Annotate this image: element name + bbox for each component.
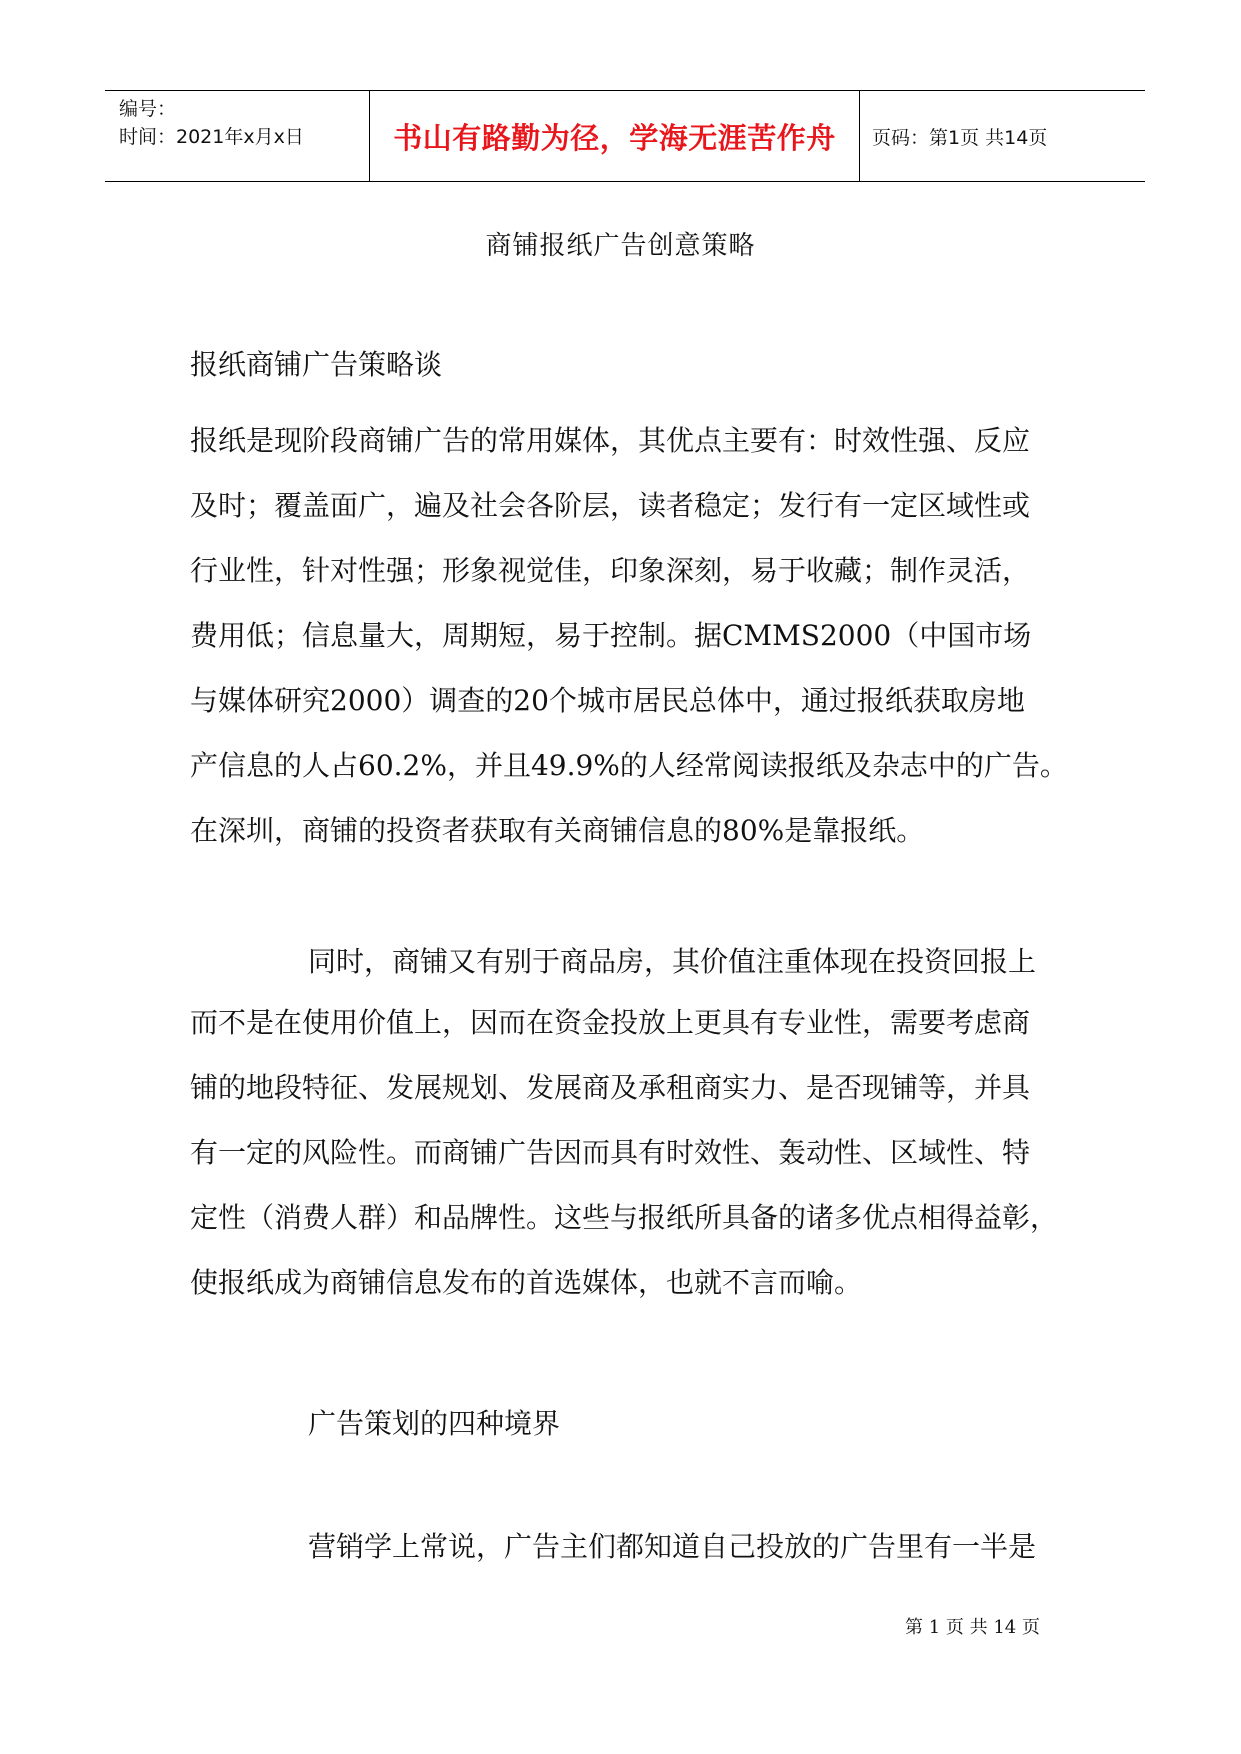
paragraph-line: 与媒体研究2000）调查的20个城市居民总体中，通过报纸获取房地 bbox=[190, 684, 1025, 717]
section3-first-line: 营销学上常说，广告主们都知道自己投放的广告里有一半是 bbox=[308, 1530, 1037, 1563]
section1-heading: 报纸商铺广告策略谈 bbox=[190, 348, 443, 381]
section2-first-line: 同时，商铺又有别于商品房，其价值注重体现在投资回报上 bbox=[308, 945, 1037, 978]
number-label: 编号： bbox=[119, 98, 177, 120]
paragraph-line: 产信息的人占60.2%，并且49.9%的人经常阅读报纸及杂志中的广告。 bbox=[190, 749, 1068, 782]
header-page-cell bbox=[860, 91, 1145, 181]
header-meta-cell bbox=[105, 91, 370, 181]
paragraph-line: 费用低；信息量大，周期短，易于控制。据CMMS2000（中国市场 bbox=[190, 619, 1032, 652]
document-header bbox=[105, 90, 1145, 182]
section1-paragraph bbox=[190, 408, 1070, 863]
paragraph-line: 铺的地段特征、发展规划、发展商及承租商实力、是否现铺等，并具 bbox=[190, 1071, 1031, 1104]
paragraph-line: 及时；覆盖面广，遍及社会各阶层，读者稳定；发行有一定区域性或 bbox=[190, 489, 1031, 522]
section2-paragraph bbox=[190, 990, 1070, 1315]
section3-heading: 广告策划的四种境界 bbox=[308, 1407, 561, 1440]
page-code: 页码：第1页 共14页 bbox=[872, 126, 1048, 149]
paragraph-line: 报纸是现阶段商铺广告的常用媒体，其优点主要有：时效性强、反应 bbox=[190, 424, 1031, 457]
motto-text: 书山有路勤为径，学海无涯苦作舟 bbox=[393, 120, 836, 155]
paragraph-line: 在深圳，商铺的投资者获取有关商铺信息的80%是靠报纸。 bbox=[190, 814, 925, 847]
time-label: 时间：2021年x月x日 bbox=[119, 126, 304, 148]
page-footer: 第 1 页 共 14 页 bbox=[905, 1617, 1040, 1638]
document-title: 商铺报纸广告创意策略 bbox=[485, 231, 756, 261]
paragraph-line: 而不是在使用价值上，因而在资金投放上更具有专业性，需要考虑商 bbox=[190, 1006, 1031, 1039]
paragraph-line: 定性（消费人群）和品牌性。这些与报纸所具备的诸多优点相得益彰， bbox=[190, 1201, 1059, 1234]
header-motto-cell bbox=[370, 91, 860, 181]
paragraph-line: 有一定的风险性。而商铺广告因而具有时效性、轰动性、区域性、特 bbox=[190, 1136, 1031, 1169]
paragraph-line: 使报纸成为商铺信息发布的首选媒体，也就不言而喻。 bbox=[190, 1266, 863, 1299]
paragraph-line: 行业性，针对性强；形象视觉佳，印象深刻，易于收藏；制作灵活， bbox=[190, 554, 1031, 587]
